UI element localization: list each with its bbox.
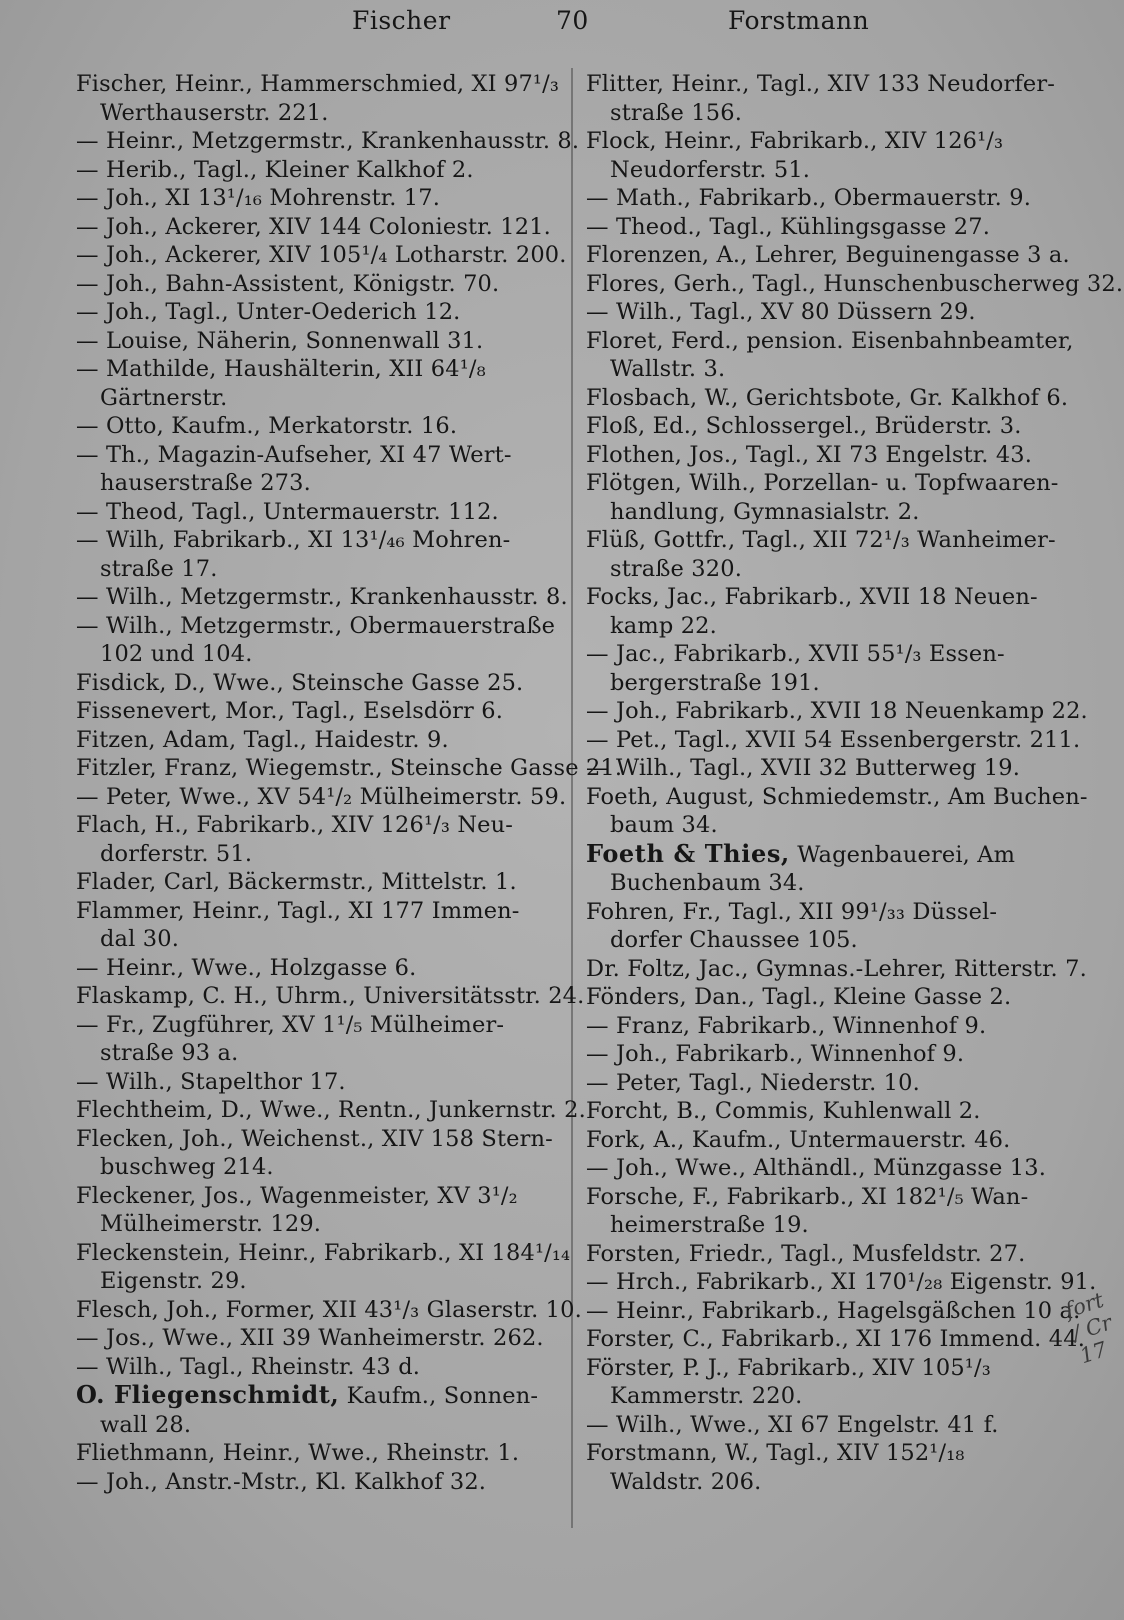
entry-line: Foeth, August, Schmiedemstr., Am Buchen- bbox=[586, 783, 1088, 810]
entry-line: — Franz, Fabrikarb., Winnenhof 9. bbox=[586, 1012, 987, 1039]
entry-line: — Joh., Fabrikarb., XVII 18 Neuenkamp 22. bbox=[586, 698, 1088, 724]
directory-entry bbox=[586, 298, 1086, 327]
entry-continuation: kamp 22. bbox=[610, 612, 717, 639]
directory-entry bbox=[76, 127, 580, 156]
directory-entry bbox=[586, 270, 1124, 299]
entry-line: — Fr., Zugführer, XV 1¹/₅ Mülheimer- bbox=[76, 1011, 505, 1038]
directory-entry bbox=[76, 982, 585, 1011]
entry-continuation: Neudorferstr. 51. bbox=[610, 156, 811, 183]
entry-line: Flammer, Heinr., Tagl., XI 177 Immen- bbox=[76, 897, 520, 924]
entry-line: — Peter, Tagl., Niederstr. 10. bbox=[586, 1069, 920, 1096]
directory-entry bbox=[76, 1068, 558, 1097]
entry-continuation: straße 17. bbox=[100, 555, 218, 582]
entry-continuation: dal 30. bbox=[100, 926, 179, 952]
entry-line: Forstmann, W., Tagl., XIV 152¹/₁₈ bbox=[586, 1440, 965, 1466]
entry-line: — Wilh., Wwe., XI 67 Engelstr. 41 f. bbox=[586, 1411, 999, 1438]
directory-entry bbox=[76, 327, 558, 356]
directory-entry bbox=[586, 469, 1086, 526]
directory-entry bbox=[586, 898, 1086, 955]
entry-line: Flader, Carl, Bäckermstr., Mittelstr. 1. bbox=[76, 869, 517, 895]
directory-entry bbox=[76, 1239, 571, 1296]
directory-entry bbox=[586, 1268, 1097, 1297]
entry-line: — Theod, Tagl., Untermauerstr. 112. bbox=[76, 498, 499, 525]
entry-continuation: Wallstr. 3. bbox=[610, 356, 726, 382]
directory-entry bbox=[586, 384, 1086, 413]
directory-entry bbox=[76, 726, 558, 755]
directory-entry bbox=[76, 298, 558, 327]
directory-entry bbox=[76, 184, 558, 213]
entry-continuation: Eigenstr. 29. bbox=[100, 1268, 247, 1294]
directory-entry bbox=[76, 1439, 558, 1468]
handwritten-margin-note: fort / Cr 17 bbox=[1062, 1287, 1115, 1369]
bold-firm-name: O. Fliegenschmidt, bbox=[76, 1380, 340, 1409]
directory-entry bbox=[586, 1354, 1086, 1411]
entry-line: Flüß, Gottfr., Tagl., XII 72¹/₃ Wanheimer- bbox=[586, 527, 1056, 553]
entry-line: — Wilh., Metzgermstr., Krankenhausstr. 8. bbox=[76, 584, 568, 610]
directory-entry bbox=[76, 1353, 558, 1382]
directory-entry bbox=[76, 270, 558, 299]
entry-line: Förster, P. J., Fabrikarb., XIV 105¹/₃ bbox=[586, 1354, 991, 1381]
entry-line: — Wilh., Tagl., XVII 32 Butterweg 19. bbox=[586, 755, 1021, 781]
directory-entry bbox=[586, 1040, 1086, 1069]
entry-line: Floret, Ferd., pension. Eisenbahnbeamter, bbox=[586, 327, 1074, 354]
entry-line: — Joh., Wwe., Althändl., Münzgasse 13. bbox=[586, 1155, 1046, 1181]
entry-continuation: baum 34. bbox=[610, 812, 718, 838]
entry-continuation: Buchenbaum 34. bbox=[610, 870, 805, 896]
directory-entry bbox=[76, 241, 567, 270]
entry-line: — Joh., Ackerer, XIV 105¹/₄ Lotharstr. 200. bbox=[76, 242, 567, 268]
directory-entry bbox=[76, 612, 558, 669]
directory-entry bbox=[586, 526, 1086, 583]
entry-line: Flitter, Heinr., Tagl., XIV 133 Neudorfer- bbox=[586, 71, 1055, 97]
entry-continuation: dorferstr. 51. bbox=[100, 840, 253, 867]
directory-entry bbox=[76, 213, 558, 242]
entry-line: Forsche, F., Fabrikarb., XI 182¹/₅ Wan- bbox=[586, 1183, 1029, 1210]
entry-continuation: Kammerstr. 220. bbox=[610, 1383, 803, 1409]
directory-entry bbox=[586, 1439, 1086, 1496]
entry-continuation: buschweg 214. bbox=[100, 1154, 274, 1180]
page-header bbox=[0, 6, 1124, 42]
entry-line: Flechtheim, D., Wwe., Rentn., Junkernstr. 2. bbox=[76, 1097, 586, 1123]
entry-line: Forsten, Friedr., Tagl., Musfeldstr. 27. bbox=[586, 1240, 1026, 1267]
directory-entry bbox=[586, 1069, 1086, 1098]
directory-entry bbox=[76, 583, 568, 612]
bold-firm-name: Foeth & Thies, bbox=[586, 838, 790, 868]
entry-line: Flock, Heinr., Fabrikarb., XIV 126¹/₃ bbox=[586, 128, 1004, 154]
entry-line: Fissenevert, Mor., Tagl., Eselsdörr 6. bbox=[76, 698, 504, 724]
entry-line: Flothen, Jos., Tagl., XI 73 Engelstr. 43. bbox=[586, 441, 1033, 468]
directory-entry bbox=[586, 640, 1086, 697]
entry-line: — Theod., Tagl., Kühlingsgasse 27. bbox=[586, 213, 990, 240]
directory-entry bbox=[586, 1012, 1086, 1041]
entry-line: Flecken, Joh., Weichenst., XIV 158 Stern- bbox=[76, 1125, 553, 1152]
entry-line: — Peter, Wwe., XV 54¹/₂ Mülheimerstr. 59. bbox=[76, 783, 567, 810]
entry-line: Flaskamp, C. H., Uhrm., Universitätsstr. 24. bbox=[76, 983, 585, 1009]
entry-continuation: bergerstraße 191. bbox=[610, 669, 820, 696]
entry-line: — Wilh, Fabrikarb., XI 13¹/₄₆ Mohren- bbox=[76, 527, 511, 553]
entry-line: — Wilh., Stapelthor 17. bbox=[76, 1068, 346, 1095]
entry-line: — Jos., Wwe., XII 39 Wanheimerstr. 262. bbox=[76, 1325, 544, 1351]
entry-line: — Joh., Ackerer, XIV 144 Coloniestr. 121. bbox=[76, 213, 551, 240]
entry-line: — Joh., Tagl., Unter-Oederich 12. bbox=[76, 299, 461, 325]
directory-entry bbox=[76, 1324, 558, 1353]
entry-line: Fönders, Dan., Tagl., Kleine Gasse 2. bbox=[586, 984, 1012, 1010]
entry-line: Dr. Foltz, Jac., Gymnas.-Lehrer, Ritterstr. 7. bbox=[586, 955, 1087, 982]
directory-entry bbox=[76, 954, 558, 983]
entry-continuation: Waldstr. 206. bbox=[610, 1468, 762, 1495]
entry-continuation: handlung, Gymnasialstr. 2. bbox=[610, 498, 920, 525]
directory-entry bbox=[586, 412, 1086, 441]
directory-entry bbox=[76, 526, 558, 583]
entry-line: — Heinr., Metzgermstr., Krankenhausstr. 8. bbox=[76, 128, 580, 154]
entry-line: — Math., Fabrikarb., Obermauerstr. 9. bbox=[586, 185, 1032, 211]
entry-continuation: 102 und 104. bbox=[100, 641, 253, 667]
directory-entry bbox=[76, 70, 558, 127]
directory-entry bbox=[76, 669, 558, 698]
entry-continuation: Werthauserstr. 221. bbox=[100, 99, 329, 126]
entry-continuation: dorfer Chaussee 105. bbox=[610, 927, 858, 953]
entry-continuation: Mülheimerstr. 129. bbox=[100, 1211, 322, 1237]
directory-entry bbox=[586, 70, 1086, 127]
entry-line: — Joh., Fabrikarb., Winnenhof 9. bbox=[586, 1041, 965, 1067]
entry-line: — Th., Magazin-Aufseher, XI 47 Wert- bbox=[76, 441, 512, 468]
directory-entry bbox=[586, 1297, 1086, 1326]
directory-entry bbox=[76, 754, 623, 783]
directory-entry bbox=[76, 1468, 558, 1497]
directory-entry bbox=[586, 1154, 1086, 1183]
entry-continuation: heimerstraße 19. bbox=[610, 1212, 809, 1238]
header-left-keyword: Fischer bbox=[352, 6, 451, 35]
entry-line: Forster, C., Fabrikarb., XI 176 Immend. 44. bbox=[586, 1326, 1086, 1352]
directory-entry bbox=[586, 184, 1086, 213]
entry-line: — Heinr., Fabrikarb., Hagelsgäßchen 10 a. bbox=[586, 1297, 1081, 1324]
entry-continuation: straße 320. bbox=[610, 555, 743, 582]
directory-entry bbox=[586, 127, 1086, 184]
entry-line: — Mathilde, Haushälterin, XII 64¹/₈ bbox=[76, 356, 486, 382]
entry-line: Fleckenstein, Heinr., Fabrikarb., XI 184¹/₁₄ bbox=[76, 1239, 571, 1266]
entry-line: — Louise, Näherin, Sonnenwall 31. bbox=[76, 327, 484, 354]
directory-entry bbox=[586, 726, 1086, 755]
directory-entry bbox=[586, 955, 1086, 984]
entry-line: — Otto, Kaufm., Merkatorstr. 16. bbox=[76, 413, 458, 439]
directory-entry bbox=[586, 1126, 1086, 1155]
directory-entry bbox=[586, 441, 1086, 470]
directory-entry bbox=[76, 355, 558, 412]
directory-entry bbox=[76, 811, 558, 868]
entry-line: — Joh., Anstr.-Mstr., Kl. Kalkhof 32. bbox=[76, 1468, 487, 1495]
directory-entry bbox=[586, 783, 1086, 840]
entry-line: Flötgen, Wilh., Porzellan- u. Topfwaaren- bbox=[586, 470, 1059, 496]
entry-line: Fork, A., Kaufm., Untermauerstr. 46. bbox=[586, 1126, 1011, 1153]
entry-line: Fliethmann, Heinr., Wwe., Rheinstr. 1. bbox=[76, 1440, 520, 1466]
directory-entry bbox=[586, 1411, 1086, 1440]
directory-entry bbox=[586, 327, 1086, 384]
entry-continuation: hauserstraße 273. bbox=[100, 470, 311, 496]
entry-line: — Heinr., Wwe., Holzgasse 6. bbox=[76, 954, 417, 981]
entry-line: Flosbach, W., Gerichtsbote, Gr. Kalkhof 6. bbox=[586, 384, 1069, 411]
entry-line: — Joh., XI 13¹/₁₆ Mohrenstr. 17. bbox=[76, 185, 441, 211]
directory-entry bbox=[586, 983, 1086, 1012]
directory-entry bbox=[76, 441, 558, 498]
entry-line: Fitzen, Adam, Tagl., Haidestr. 9. bbox=[76, 726, 449, 753]
entry-continuation: straße 156. bbox=[610, 99, 743, 126]
directory-entry bbox=[76, 783, 567, 812]
entry-continuation: Gärtnerstr. bbox=[100, 384, 228, 411]
left-column bbox=[76, 70, 623, 1496]
entry-line: Fohren, Fr., Tagl., XII 99¹/₃₃ Düssel- bbox=[586, 898, 998, 925]
header-right-keyword: Forstmann bbox=[728, 6, 870, 35]
directory-entry bbox=[76, 1381, 558, 1439]
entry-line: — Herib., Tagl., Kleiner Kalkhof 2. bbox=[76, 156, 474, 183]
directory-entry bbox=[76, 156, 558, 185]
entry-line: Foeth & Thies, Wagenbauerei, Am bbox=[586, 838, 1016, 868]
entry-line: — Pet., Tagl., XVII 54 Essenbergerstr. 211. bbox=[586, 726, 1081, 753]
directory-entry bbox=[76, 1096, 586, 1125]
directory-entry bbox=[76, 1125, 558, 1182]
directory-entry bbox=[586, 1325, 1086, 1354]
directory-entry bbox=[586, 1240, 1086, 1269]
directory-entry bbox=[586, 1097, 1086, 1126]
directory-entry bbox=[586, 583, 1086, 640]
entry-line: Focks, Jac., Fabrikarb., XVII 18 Neuen- bbox=[586, 584, 1038, 610]
entry-line: — Hrch., Fabrikarb., XI 170¹/₂₈ Eigenstr. 91. bbox=[586, 1269, 1097, 1295]
directory-entry bbox=[586, 840, 1086, 898]
directory-entry bbox=[586, 213, 1086, 242]
entry-line: Florenzen, A., Lehrer, Beguinengasse 3 a. bbox=[586, 242, 1070, 268]
directory-entry bbox=[76, 697, 558, 726]
entry-line: Flores, Gerh., Tagl., Hunschenbuscherweg 32. bbox=[586, 270, 1124, 297]
entry-line: Flach, H., Fabrikarb., XIV 126¹/₃ Neu- bbox=[76, 812, 514, 838]
directory-entry bbox=[586, 1183, 1086, 1240]
directory-entry bbox=[76, 412, 558, 441]
entry-continuation: wall 28. bbox=[100, 1411, 192, 1438]
entry-line: Fitzler, Franz, Wiegemstr., Steinsche Gasse 21. bbox=[76, 755, 623, 781]
directory-entry bbox=[76, 1011, 558, 1068]
directory-entry bbox=[76, 1296, 582, 1325]
entry-line: Forcht, B., Commis, Kuhlenwall 2. bbox=[586, 1098, 981, 1124]
entry-line: — Jac., Fabrikarb., XVII 55¹/₃ Essen- bbox=[586, 641, 1005, 667]
entry-line: Fleckener, Jos., Wagenmeister, XV 3¹/₂ bbox=[76, 1182, 518, 1209]
entry-line: Fischer, Heinr., Hammerschmied, XI 97¹/₃ bbox=[76, 71, 559, 97]
directory-entry bbox=[586, 697, 1086, 726]
entry-line: Flesch, Joh., Former, XII 43¹/₃ Glaserstr. 10. bbox=[76, 1296, 582, 1323]
directory-entry bbox=[76, 868, 558, 897]
entry-line: — Wilh., Tagl., XV 80 Düssern 29. bbox=[586, 299, 976, 325]
entry-line: — Joh., Bahn-Assistent, Königstr. 70. bbox=[76, 270, 500, 297]
entry-line: Fisdick, D., Wwe., Steinsche Gasse 25. bbox=[76, 669, 524, 696]
directory-entry bbox=[586, 241, 1086, 270]
directory-entry bbox=[76, 498, 558, 527]
directory-entry bbox=[76, 897, 558, 954]
directory-entry bbox=[586, 754, 1086, 783]
page-number: 70 bbox=[556, 6, 589, 35]
entry-line: — Wilh., Tagl., Rheinstr. 43 d. bbox=[76, 1353, 421, 1380]
directory-entry bbox=[76, 1182, 558, 1239]
entry-line: — Wilh., Metzgermstr., Obermauerstraße bbox=[76, 612, 556, 639]
entry-continuation: straße 93 a. bbox=[100, 1040, 239, 1066]
entry-line: Floß, Ed., Schlossergel., Brüderstr. 3. bbox=[586, 413, 1022, 439]
entry-line: O. Fliegenschmidt, Kaufm., Sonnen- bbox=[76, 1380, 539, 1409]
